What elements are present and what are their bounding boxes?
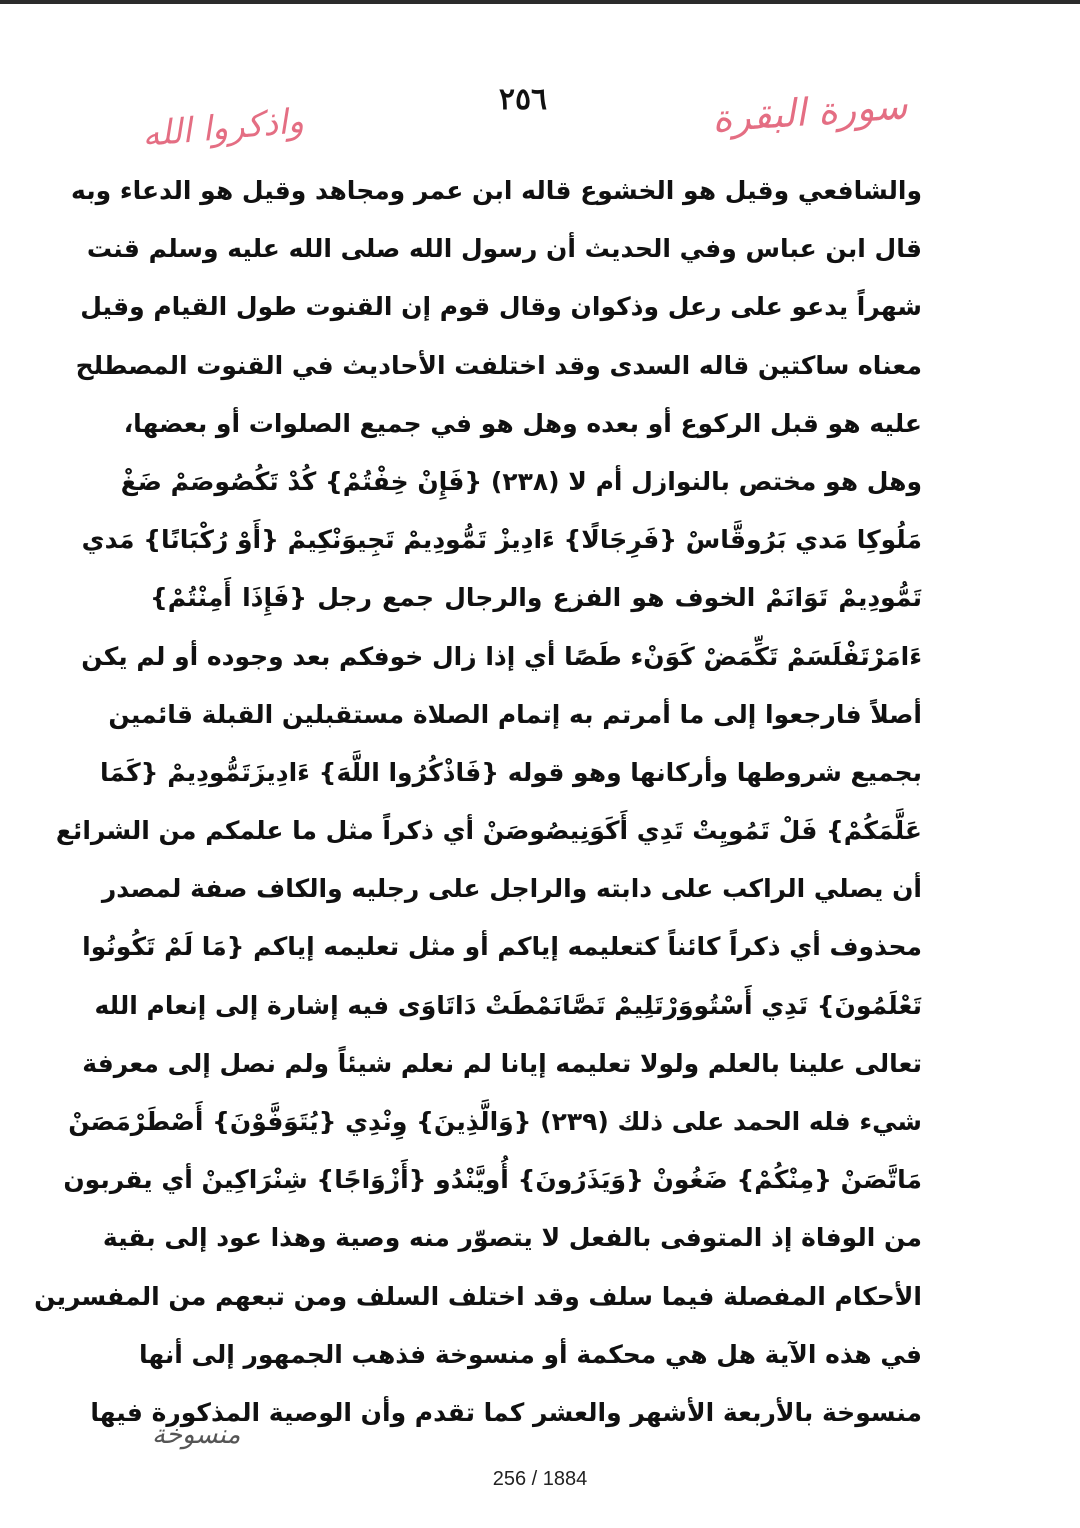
text-line: الأحكام المفصلة فيما سلف وقد اختلف السلف ومن تبعهم من المفسرين: [34, 1281, 922, 1311]
text-line: تَعْلَمُونَ} تَدِي أَسْتُووَرْتَلِيمْ تَصَّانَمْطَتْ دَاتَاوَى فيه إشارة إلى إنعام الله: [94, 990, 922, 1020]
catchword: منسوخة: [152, 1420, 241, 1450]
text-line: أن يصلي الراكب على دابته والراجل على رجليه والكاف صفة لمصدر: [101, 874, 922, 904]
text-line: منسوخة بالأربعة الأشهر والعشر كما تقدم وأن الوصية المذكورة فيها: [90, 1397, 922, 1427]
text-line: معناه ساكتين قاله السدى وقد اختلفت الأحاديث في القنوت المصطلح: [75, 350, 922, 380]
text-line: شيء فله الحمد على ذلك (٢٣٩) {وَالَّذِينَ} وِنْدِي {يُتَوَفَّوْنَ} أَصْطَرْمَصَنْ: [68, 1107, 922, 1136]
text-line: شهراً يدعو على رعل وذكوان وقال قوم إن القنوت طول القيام وقيل: [80, 292, 922, 322]
text-line: أصلاً فارجعوا إلى ما أمرتم به إتمام الصلاة مستقبلين القبلة قائمين: [108, 699, 922, 729]
keyword-handwritten-note: واذكروا الله: [140, 101, 306, 155]
page-number-arabic: ٢٥٦: [498, 82, 548, 117]
text-line: تَمُّودِيمْ تَوَانَمْ الخوف هو الفزع والرجال جمع رجل {فَإِذَا أَمِنْتُمْ}: [150, 583, 922, 613]
commentary-text: [34, 162, 922, 1442]
text-line: عَلَّمَكُمْ} فَلْ تَمُويِتْ تَدِي أَكَوَنِيصُوصَنْ أي ذكراً مثل ما علمكم من الشرائع: [55, 816, 922, 846]
text-line: مَاتَّصَنْ {مِنْكُمْ} ضَغُونْ {وَيَذَرُونَ} أُويَّنْدُو {أَزْوَاجًا} شِنْرَاكِينْ أي يقربون: [63, 1165, 922, 1195]
text-line: تعالى علينا بالعلم ولولا تعليمه إيانا لم نعلم شيئاً ولم نصل إلى معرفة: [82, 1048, 922, 1078]
text-line: عليه هو قبل الركوع أو بعده وهل هو في جميع الصلوات أو بعضها،: [123, 408, 922, 438]
text-line: قال ابن عباس وفي الحديث أن رسول الله صلى الله عليه وسلم قنت: [86, 234, 922, 264]
text-line: محذوف أي ذكراً كائناً كتعليمه إياكم أو مثل تعليمه إياكم {مَا لَمْ تَكُونُوا: [82, 932, 922, 962]
text-line: من الوفاة إذ المتوفى بالفعل لا يتصوّر منه وصية وهذا عود إلى بقية: [102, 1223, 922, 1253]
text-line: مَلُوكِا مَدي بَرُوقَّاسْ {فَرِجَالًا} ءَادِيزْ تَمُّودِيمْ تَجِيوَنْكِيمْ {أَوْ رُكْبَانًا} مَدي: [81, 525, 922, 555]
text-line: والشافعي وقيل هو الخشوع قاله ابن عمر ومجاهد وقيل هو الدعاء وبه: [71, 176, 922, 205]
page-counter: 256 / 1884: [492, 1468, 588, 1490]
text-line: في هذه الآية هل هي محكمة أو منسوخة فذهب الجمهور إلى أنها: [139, 1339, 922, 1369]
text-line: ءَامَرْتَفْلَسَمْ تَكِّمَضْ كَوَنْء طَصًا أي إذا زال خوفكم بعد وجوده أو لم يكن: [81, 641, 922, 671]
text-line: بجميع شروطها وأركانها وهو قوله {فَاذْكُرُوا اللَّهَ} ءَادِيزَتَمُّودِيمْ {كَمَا: [100, 757, 922, 787]
text-line: وهل هو مختص بالنوازل أم لا (٢٣٨) {فَإِنْ خِفْتُمْ} كُدْ تَكُصُوصَمْ ضَغْ: [120, 466, 922, 496]
surah-handwritten-note: سورة البقرة: [710, 83, 909, 141]
